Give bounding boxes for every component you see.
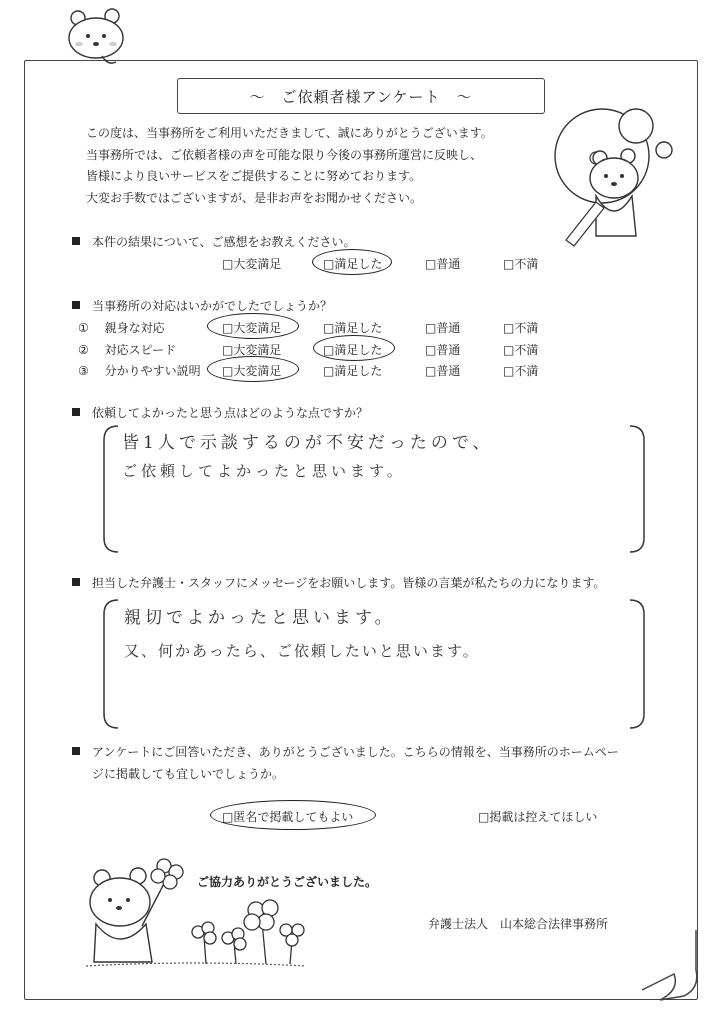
bear-mascot-top-icon [62,6,132,70]
q2-row-1 [78,319,165,336]
row-number: ② [78,343,89,357]
q3-answer-line-1: 皆1人で示談するのが不安だったので、 [122,433,494,453]
q2-r2-satisfied[interactable]: □満足した [323,343,383,357]
q5-selection-circle [210,800,376,830]
q2-r1-very-satisfied[interactable]: □大変満足 [222,321,282,335]
bear-with-pencil-icon [530,100,690,250]
q2-r3-satisfied[interactable]: □満足した [323,364,383,378]
q2-r2-normal[interactable]: □普通 [425,343,461,357]
q2-r2-dissatisfied[interactable]: □不満 [503,343,539,357]
q1-option-dissatisfied[interactable]: □不満 [503,257,539,271]
survey-title: ～ ご依頼者様アンケート ～ [177,78,545,114]
question-1-label: 本件の結果について、ご感想をお教えください。 [92,235,356,249]
q1-option-normal[interactable]: □普通 [425,257,461,271]
row-number: ① [78,321,89,335]
q2-r2-very-satisfied[interactable]: □大変満足 [222,343,282,357]
bullet-square-icon [72,237,80,245]
q5-option-anonymous[interactable]: □匿名で掲載してもよい [222,810,354,824]
intro-line: 当事務所では、ご依頼者様の声を可能な限り今後の事務所運営に反映し、 [86,147,483,162]
q2-r1-dissatisfied[interactable]: □不満 [503,321,539,335]
q2-r1-satisfied[interactable]: □満足した [323,321,383,335]
q3-answer-line-2: ご依頼してよかったと思います。 [122,462,406,480]
q2-r1-selection-circle [207,313,299,339]
firm-name: 弁護士法人 山本総合法律事務所 [428,917,609,931]
question-1 [72,233,356,250]
q2-r1-normal[interactable]: □普通 [425,321,461,335]
q2-row-2 [78,341,176,358]
intro-line: 皆様により良いサービスをご提供することに努めております。 [86,169,422,183]
bullet-square-icon [72,408,80,416]
intro-text [86,123,493,209]
row-number: ③ [78,364,89,378]
bullet-square-icon [72,301,80,309]
question-5-label-line-2: ジに掲載しても宜しいでしょうか。 [92,767,285,781]
bullet-square-icon [72,578,80,586]
q2-r3-normal[interactable]: □普通 [425,364,461,378]
bullet-square-icon [72,747,80,755]
page-curl-decoration [640,930,710,1010]
question-4-label: 担当した弁護士・スタッフにメッセージをお願いします。皆様の言葉が私たちの力になります。 [92,576,606,590]
question-2-label: 当事務所の対応はいかがでしたでしょうか？ [92,299,333,313]
row-item: 対応スピード [104,343,177,357]
question-3-label: 依頼してよかったと思う点はどのような点ですか？ [92,406,369,420]
q4-answer-line-1: 親切でよかったと思います。 [124,608,396,628]
q2-r3-very-satisfied[interactable]: □大変満足 [222,364,282,378]
bear-with-clovers-icon [76,846,316,976]
q4-answer-line-2: 又、何かあったら、ご依頼したいと思います。 [124,642,480,660]
q2-r3-selection-circle [207,356,299,382]
row-item: 分かりやすい説明 [104,364,201,378]
q1-option-satisfied[interactable]: □満足した [323,257,383,271]
question-2 [72,297,332,314]
question-5-label-line-1: アンケートにご回答いただき、ありがとうございました。こちらの情報を、当事務所のホームペー [92,745,619,759]
intro-line: この度は、当事務所をご利用いただきまして、誠にありがとうございます。 [86,126,493,140]
row-item: 親身な対応 [104,321,165,335]
question-3 [72,404,368,421]
thanks-message: ご協力ありがとうございました。 [197,875,378,889]
q1-option-very-satisfied[interactable]: □大変満足 [222,257,282,271]
question-4 [72,574,605,591]
q5-option-decline[interactable]: □掲載は控えてほしい [478,810,598,824]
q2-row-3 [78,362,201,379]
intro-line: 大変お手数ではございますが、是非お声をお聞かせください。 [86,190,423,205]
q2-r3-dissatisfied[interactable]: □不満 [503,364,539,378]
q2-r2-selection-circle [313,335,395,361]
question-5 [72,743,619,760]
q1-selection-circle [312,249,392,275]
